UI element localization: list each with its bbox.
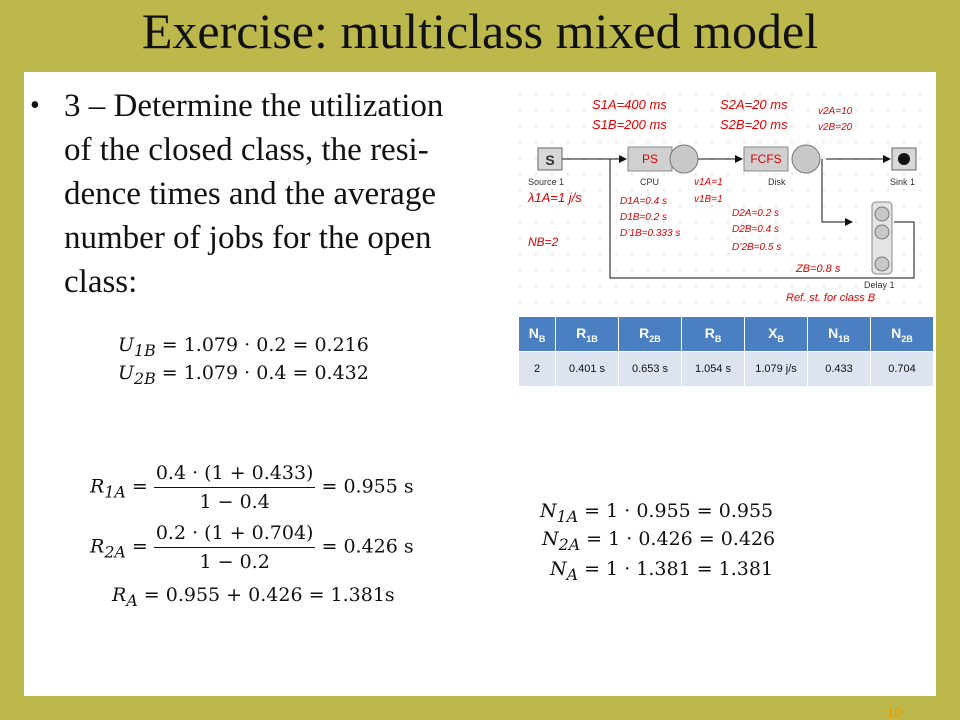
table-row	[519, 352, 934, 387]
table-header-cell: $R_{1B}$	[556, 317, 619, 352]
label-source: Source 1	[528, 177, 565, 187]
slide-title: Exercise: multiclass mixed model	[141, 3, 819, 59]
table-cell: 1.079 j/s	[745, 352, 808, 387]
table-cell: 0.653 s	[619, 352, 682, 387]
table-header-cell: $X_B$	[745, 317, 808, 352]
label-v1a: v1A=1	[694, 177, 723, 188]
results-table	[518, 316, 934, 387]
label-v2a: v2A=10	[818, 106, 853, 117]
page-number: 10	[886, 704, 902, 720]
disk-server-icon	[792, 145, 820, 173]
bullet-line: 3 – Determine the utilization	[64, 88, 444, 124]
bullet-text	[64, 84, 504, 304]
label-s2a: S2A=20 ms	[720, 97, 788, 112]
label-ps: PS	[641, 152, 659, 166]
table-cell: 0.433	[808, 352, 871, 387]
label-lambda: λ1A=1 j/s	[528, 190, 582, 205]
table-header-cell: $R_{2B}$	[619, 317, 682, 352]
table-header-cell: $R_B$	[682, 317, 745, 352]
equation-u1b: $U_{1B} = 1.079 \cdot 0.2 = 0.216$	[118, 334, 369, 360]
label-sink: Sink 1	[890, 177, 916, 187]
equation-u2b: $U_{2B} = 1.079 \cdot 0.4 = 0.432$	[118, 362, 369, 388]
equation-na: $N_A = 1 \cdot 1.381 = 1.381$	[550, 558, 774, 584]
table-header-cell: $N_B$	[519, 317, 556, 352]
equation-n1a: $N_{1A} = 1 \cdot 0.955 = 0.955$	[540, 500, 774, 526]
label-zb: ZB=0.8 s	[796, 263, 841, 275]
label-v1b: v1B=1	[694, 194, 723, 205]
table-header-cell: $N_{2B}$	[871, 317, 934, 352]
label-d2b-prime: D’2B=0.5 s	[732, 242, 782, 253]
label-d2a: D2A=0.2 s	[732, 208, 779, 219]
label-nb: NB=2	[528, 235, 559, 249]
label-v2b: v2B=20	[818, 122, 853, 133]
label-d2b: D2B=0.4 s	[732, 224, 779, 235]
table-cell: 1.054 s	[682, 352, 745, 387]
bullet-line: of the closed class, the resi-	[64, 132, 429, 168]
label-disk: Disk	[768, 177, 786, 187]
label-fcfs: FCFS	[750, 152, 782, 166]
bullet-line: class:	[64, 264, 138, 300]
label-s1b: S1B=200 ms	[592, 117, 667, 132]
equation-n2a: $N_{2A} = 1 \cdot 0.426 = 0.426$	[542, 528, 776, 554]
queueing-network-diagram	[518, 92, 934, 308]
label-d1a: D1A=0.4 s	[620, 196, 667, 207]
table-cell: 0.704	[871, 352, 934, 387]
label-ref-station: Ref. st. for class B	[786, 292, 876, 304]
cpu-server-icon	[670, 145, 698, 173]
label-cpu: CPU	[640, 177, 660, 187]
table-header-row	[519, 317, 934, 352]
table-cell: 2	[519, 352, 556, 387]
label-d1b-prime: D’1B=0.333 s	[620, 228, 681, 239]
label-delay: Delay 1	[864, 280, 895, 290]
label-s2b: S2B=20 ms	[720, 117, 788, 132]
label-d1b: D1B=0.2 s	[620, 212, 667, 223]
label-s1a: S1A=400 ms	[592, 97, 667, 112]
equation-r2a: $R_{2A}$ = $\frac{0.2 \cdot (1 + 0.704)}{1 - 0.2}$ = 0.426 s	[90, 522, 414, 573]
source-glyph: S	[545, 152, 555, 168]
bullet-line: number of jobs for the open	[64, 220, 432, 256]
bullet-dot-icon: •	[30, 90, 40, 121]
table-cell: 0.401 s	[556, 352, 619, 387]
equation-ra: $R_A = 0.955 + 0.426 = 1.381s$	[112, 584, 395, 610]
bullet-line: dence times and the average	[64, 176, 436, 212]
equation-r1a: $R_{1A}$ = $\frac{0.4 \cdot (1 + 0.433)}{1 - 0.4}$ = 0.955 s	[90, 462, 414, 513]
table-header-cell: $N_{1B}$	[808, 317, 871, 352]
slide-content	[24, 72, 936, 696]
